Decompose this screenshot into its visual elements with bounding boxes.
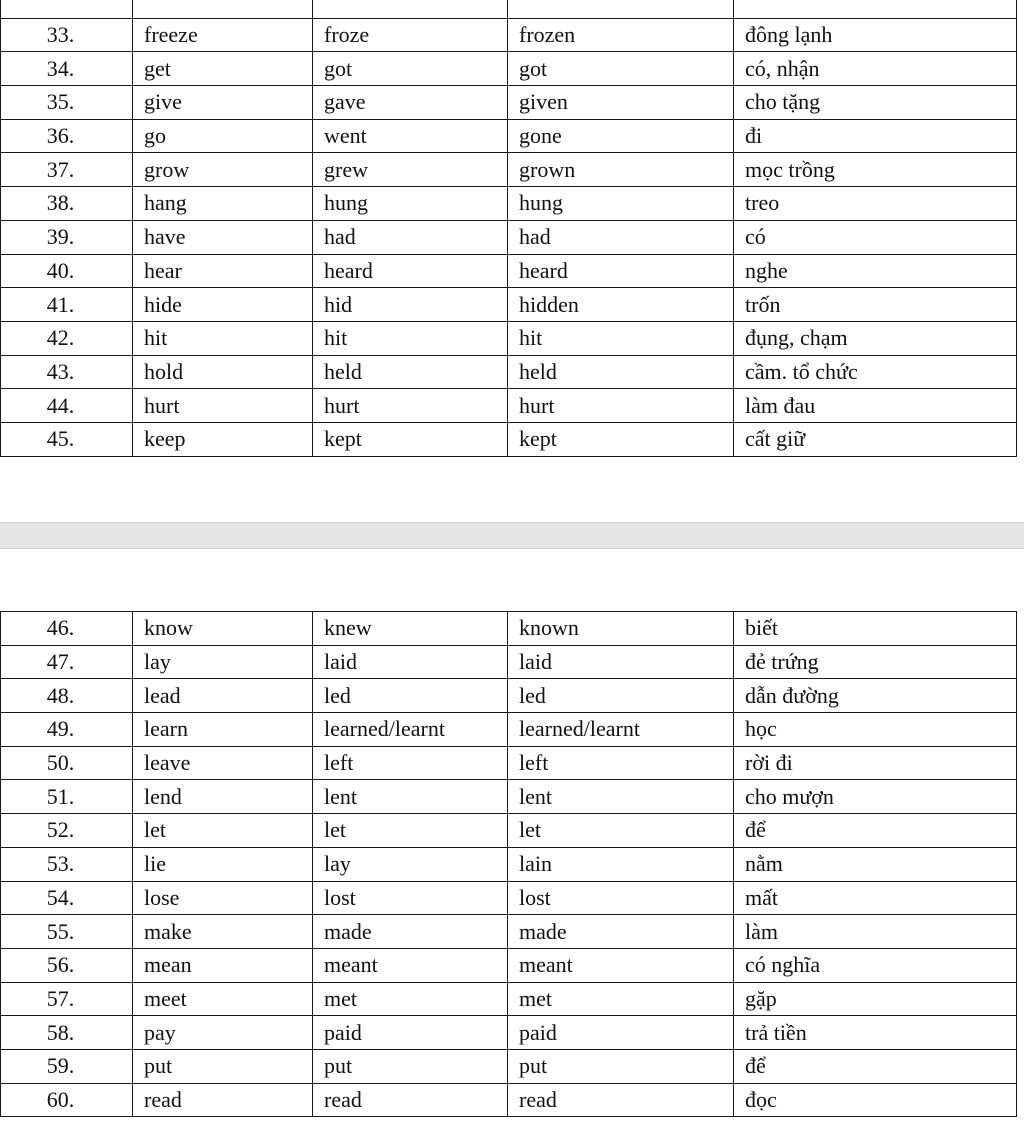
table-row <box>1 52 1017 86</box>
verb-number-cell: 45. <box>1 422 133 456</box>
meaning-cell: học <box>734 713 1017 747</box>
meaning-cell: treo <box>734 187 1017 221</box>
verb-number-cell: 60. <box>1 1083 133 1117</box>
table-row <box>1 780 1017 814</box>
meaning-cell: rời đi <box>734 746 1017 780</box>
table-a-body <box>1 18 1017 456</box>
verb-number-cell: 41. <box>1 288 133 322</box>
verb-number-cell: 49. <box>1 713 133 747</box>
verb-number-cell: 40. <box>1 254 133 288</box>
past-participle-cell: heard <box>508 254 734 288</box>
base-form-cell: hit <box>133 321 313 355</box>
table-row <box>1 713 1017 747</box>
table-b-body <box>1 612 1017 1117</box>
past-participle-cell: put <box>508 1049 734 1083</box>
past-simple-cell: read <box>313 1083 508 1117</box>
past-participle-cell: read <box>508 1083 734 1117</box>
verb-number-cell: 37. <box>1 153 133 187</box>
past-participle-cell: grown <box>508 153 734 187</box>
base-form-cell: lie <box>133 847 313 881</box>
past-participle-cell: lain <box>508 847 734 881</box>
table-row <box>1 355 1017 389</box>
base-form-cell: mean <box>133 948 313 982</box>
meaning-cell: dẫn đường <box>734 679 1017 713</box>
verb-number-cell: 48. <box>1 679 133 713</box>
meaning-cell: để <box>734 814 1017 848</box>
past-simple-cell: had <box>313 220 508 254</box>
meaning-cell: nằm <box>734 847 1017 881</box>
table-row <box>1 746 1017 780</box>
meaning-cell: làm đau <box>734 389 1017 423</box>
base-form-cell: hang <box>133 187 313 221</box>
base-form-cell: let <box>133 814 313 848</box>
table-row <box>1 187 1017 221</box>
verb-number-cell: 35. <box>1 86 133 120</box>
base-form-cell: go <box>133 119 313 153</box>
meaning-cell: đụng, chạm <box>734 321 1017 355</box>
past-participle-cell: got <box>508 52 734 86</box>
meaning-cell: mất <box>734 881 1017 915</box>
past-simple-cell: got <box>313 52 508 86</box>
past-participle-cell: hung <box>508 187 734 221</box>
verb-number-cell: 56. <box>1 948 133 982</box>
base-form-cell: have <box>133 220 313 254</box>
table-row <box>1 254 1017 288</box>
base-form-cell: give <box>133 86 313 120</box>
meaning-cell: mọc trồng <box>734 153 1017 187</box>
table-row <box>1 982 1017 1016</box>
verb-number-cell: 34. <box>1 52 133 86</box>
verb-number-cell: 36. <box>1 119 133 153</box>
base-form-cell: keep <box>133 422 313 456</box>
past-simple-cell: hung <box>313 187 508 221</box>
table-row <box>1 612 1017 646</box>
verb-number-cell: 46. <box>1 612 133 646</box>
verb-number-cell: 59. <box>1 1049 133 1083</box>
base-form-cell: lose <box>133 881 313 915</box>
verb-number-cell: 38. <box>1 187 133 221</box>
past-simple-cell: lost <box>313 881 508 915</box>
past-participle-cell: led <box>508 679 734 713</box>
base-form-cell: lead <box>133 679 313 713</box>
past-simple-cell: paid <box>313 1016 508 1050</box>
page-separator <box>0 522 1024 549</box>
table-row <box>1 1016 1017 1050</box>
table-row <box>1 1049 1017 1083</box>
table-row <box>1 422 1017 456</box>
past-participle-cell: held <box>508 355 734 389</box>
past-simple-cell: learned/learnt <box>313 713 508 747</box>
past-participle-cell: kept <box>508 422 734 456</box>
verb-number-cell: 54. <box>1 881 133 915</box>
past-simple-cell: hid <box>313 288 508 322</box>
past-simple-cell: gave <box>313 86 508 120</box>
meaning-cell: trả tiền <box>734 1016 1017 1050</box>
past-simple-cell: led <box>313 679 508 713</box>
meaning-cell: nghe <box>734 254 1017 288</box>
table-row <box>1 321 1017 355</box>
verb-number-cell: 47. <box>1 645 133 679</box>
past-participle-cell: hidden <box>508 288 734 322</box>
irregular-verbs-table-bottom <box>0 611 1017 1117</box>
meaning-cell: cầm. tổ chức <box>734 355 1017 389</box>
table-row <box>1 814 1017 848</box>
table-row <box>1 153 1017 187</box>
past-participle-cell: left <box>508 746 734 780</box>
base-form-cell: know <box>133 612 313 646</box>
verb-number-cell: 33. <box>1 18 133 52</box>
verb-number-cell: 43. <box>1 355 133 389</box>
verb-number-cell: 50. <box>1 746 133 780</box>
verb-number-cell: 51. <box>1 780 133 814</box>
base-form-cell: lend <box>133 780 313 814</box>
table-row <box>1 86 1017 120</box>
table-row <box>1 679 1017 713</box>
past-simple-cell: made <box>313 915 508 949</box>
meaning-cell: có <box>734 220 1017 254</box>
base-form-cell: pay <box>133 1016 313 1050</box>
meaning-cell: để <box>734 1049 1017 1083</box>
past-participle-cell: known <box>508 612 734 646</box>
meaning-cell: đông lạnh <box>734 18 1017 52</box>
base-form-cell: grow <box>133 153 313 187</box>
meaning-cell: cho tặng <box>734 86 1017 120</box>
meaning-cell: có, nhận <box>734 52 1017 86</box>
past-simple-cell: held <box>313 355 508 389</box>
base-form-cell: hear <box>133 254 313 288</box>
base-form-cell: read <box>133 1083 313 1117</box>
base-form-cell: put <box>133 1049 313 1083</box>
table-row <box>1 645 1017 679</box>
table-row <box>1 18 1017 52</box>
past-simple-cell: grew <box>313 153 508 187</box>
verb-number-cell: 57. <box>1 982 133 1016</box>
base-form-cell: learn <box>133 713 313 747</box>
past-simple-cell: heard <box>313 254 508 288</box>
base-form-cell: freeze <box>133 18 313 52</box>
table-row <box>1 288 1017 322</box>
past-simple-cell: knew <box>313 612 508 646</box>
past-participle-cell: paid <box>508 1016 734 1050</box>
past-participle-cell: met <box>508 982 734 1016</box>
meaning-cell: đi <box>734 119 1017 153</box>
past-participle-cell: hit <box>508 321 734 355</box>
irregular-verbs-table-top <box>0 0 1017 457</box>
past-participle-cell: made <box>508 915 734 949</box>
meaning-cell: gặp <box>734 982 1017 1016</box>
past-participle-cell: laid <box>508 645 734 679</box>
verb-number-cell: 52. <box>1 814 133 848</box>
past-participle-cell: lent <box>508 780 734 814</box>
past-participle-cell: hurt <box>508 389 734 423</box>
past-participle-cell: meant <box>508 948 734 982</box>
past-simple-cell: hurt <box>313 389 508 423</box>
base-form-cell: hurt <box>133 389 313 423</box>
past-simple-cell: hit <box>313 321 508 355</box>
verb-number-cell: 42. <box>1 321 133 355</box>
past-participle-cell: given <box>508 86 734 120</box>
table-row <box>1 881 1017 915</box>
base-form-cell: hold <box>133 355 313 389</box>
past-participle-cell: had <box>508 220 734 254</box>
base-form-cell: get <box>133 52 313 86</box>
verb-number-cell: 44. <box>1 389 133 423</box>
past-simple-cell: lay <box>313 847 508 881</box>
table-row-header-partial <box>1 0 1017 18</box>
past-simple-cell: lent <box>313 780 508 814</box>
past-participle-cell: learned/learnt <box>508 713 734 747</box>
meaning-cell: đọc <box>734 1083 1017 1117</box>
past-simple-cell: meant <box>313 948 508 982</box>
table-row <box>1 948 1017 982</box>
verb-number-cell: 53. <box>1 847 133 881</box>
table-row <box>1 119 1017 153</box>
verb-number-cell: 58. <box>1 1016 133 1050</box>
past-simple-cell: went <box>313 119 508 153</box>
table-row <box>1 847 1017 881</box>
past-simple-cell: kept <box>313 422 508 456</box>
meaning-cell: biết <box>734 612 1017 646</box>
past-simple-cell: froze <box>313 18 508 52</box>
base-form-cell: meet <box>133 982 313 1016</box>
verb-number-cell: 55. <box>1 915 133 949</box>
base-form-cell: make <box>133 915 313 949</box>
past-simple-cell: left <box>313 746 508 780</box>
meaning-cell: có nghĩa <box>734 948 1017 982</box>
past-participle-cell: frozen <box>508 18 734 52</box>
past-participle-cell: lost <box>508 881 734 915</box>
meaning-cell: đẻ trứng <box>734 645 1017 679</box>
base-form-cell: leave <box>133 746 313 780</box>
past-simple-cell: met <box>313 982 508 1016</box>
past-simple-cell: laid <box>313 645 508 679</box>
table-row <box>1 915 1017 949</box>
past-participle-cell: gone <box>508 119 734 153</box>
table-row <box>1 220 1017 254</box>
past-participle-cell: let <box>508 814 734 848</box>
past-simple-cell: put <box>313 1049 508 1083</box>
base-form-cell: lay <box>133 645 313 679</box>
meaning-cell: làm <box>734 915 1017 949</box>
table-row <box>1 389 1017 423</box>
verb-number-cell: 39. <box>1 220 133 254</box>
past-simple-cell: let <box>313 814 508 848</box>
base-form-cell: hide <box>133 288 313 322</box>
meaning-cell: trốn <box>734 288 1017 322</box>
meaning-cell: cho mượn <box>734 780 1017 814</box>
meaning-cell: cất giữ <box>734 422 1017 456</box>
table-row <box>1 1083 1017 1117</box>
